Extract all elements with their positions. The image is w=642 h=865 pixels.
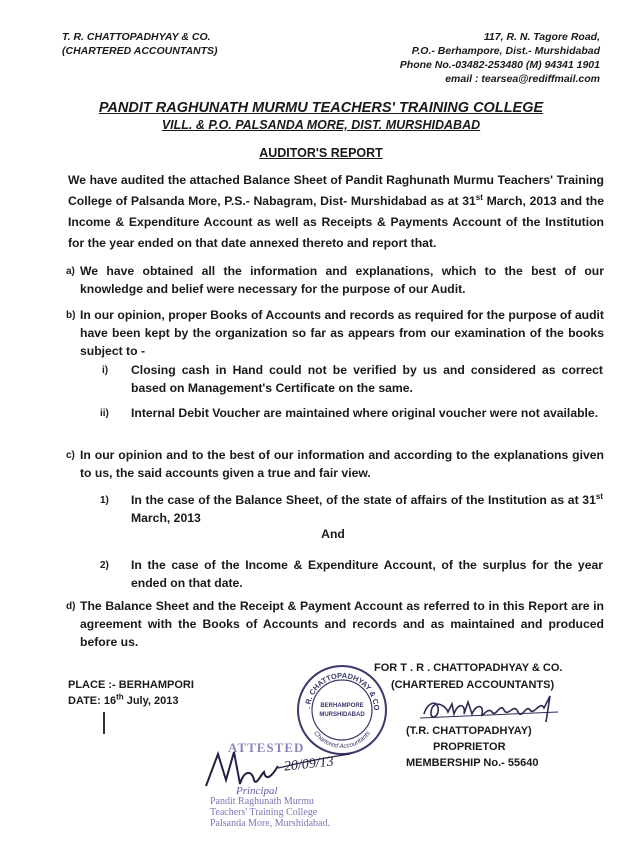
attested-role: Principal	[236, 785, 278, 797]
attested-line-1: Pandit Raghunath Murmu	[210, 796, 314, 807]
intro-sup: st	[475, 192, 483, 202]
firm-header-right	[300, 30, 600, 86]
item-c-1-text-b: March, 2013	[131, 511, 201, 525]
item-c-1-label: 1)	[100, 495, 109, 506]
attested-line-3: Palsanda More, Murshidabad.	[210, 818, 330, 829]
intro-text-2: as at 31	[426, 194, 476, 208]
college-name: PANDIT RAGHUNATH MURMU TEACHERS' TRAINING COLLEGE	[98, 100, 544, 116]
attested-block	[210, 796, 330, 829]
stamp-center-2: MURSHIDABAD	[319, 712, 365, 718]
item-c-text: In our opinion and to the best of our information and according to the explanations given to us, the said accounts given a true and fair view.	[80, 448, 604, 480]
intro-college: Pandit Raghunath Murmu Teachers' Training College of Palsanda More, P.S.- Nabagram, Dist- Murshidabad	[68, 173, 604, 208]
intro-text-3: March, 2013 and the Income & Expenditure Account as well as Receipts & Payments Account of the Institution for the year ended on that date annexed thereto and report that.	[68, 194, 605, 250]
item-b-text: In our opinion, proper Books of Accounts and records as required for the purpose of audit have been kept by the organization so far as appears from our examination of the books subject to -	[80, 308, 604, 358]
intro-paragraph	[68, 170, 604, 254]
item-b-ii-text: Internal Debit Voucher are maintained where original voucher were not available.	[131, 406, 599, 420]
item-b-ii-label: ii)	[100, 408, 109, 419]
firm-phone: Phone No.-03482-253480 (M) 94341 1901	[399, 59, 600, 71]
item-a-label: a)	[66, 266, 75, 277]
firm-address-2: P.O.- Berhampore, Dist.- Murshidabad	[411, 45, 600, 57]
item-b-i-label: i)	[102, 365, 109, 376]
for-firm: FOR T . R . CHATTOPADHYAY & CO.	[374, 662, 563, 674]
margin-mark	[103, 712, 105, 734]
firm-address-1: 117, R. N. Tagore Road,	[483, 31, 600, 43]
membership-number: MEMBERSHIP No.- 55640	[406, 757, 539, 769]
attested-date: 20/09/13	[283, 754, 335, 775]
firm-name: T. R. CHATTOPADHYAY & CO.	[62, 31, 211, 43]
date-sup: th	[116, 692, 124, 702]
item-d-label: d)	[66, 601, 76, 612]
item-c-2-label: 2)	[100, 560, 109, 571]
firm-email: email : tearsea@rediffmail.com	[445, 73, 600, 85]
item-c-1-text	[131, 491, 603, 527]
date-line	[68, 693, 179, 709]
report-title: AUDITOR'S REPORT	[259, 146, 383, 160]
proprietor-signature	[418, 692, 568, 726]
attested-line-2: Teachers' Training College	[210, 807, 318, 818]
stamp-center-1: BERHAMPORE	[320, 703, 364, 709]
firm-stamp	[294, 662, 390, 758]
intro-text-1: We have audited the attached Balance Sheet of	[68, 173, 346, 187]
place-line: PLACE :- BERHAMPORI	[68, 679, 194, 691]
college-address: VILL. & P.O. PALSANDA MORE, DIST. MURSHIDABAD	[161, 118, 481, 132]
stamp-arc-top: . R. CHATTOPADHYAY & CO	[303, 670, 382, 711]
item-c-2-text: In the case of the Income & Expenditure Account, of the surplus for the year ended on that date.	[131, 558, 603, 590]
item-a-text: We have obtained all the information and explanations, which to the best of our knowledge and belief were necessary for the purpose of our Audit.	[80, 264, 604, 296]
signatory-designation: PROPRIETOR	[433, 741, 506, 753]
item-c-1-text-a: In the case of the Balance Sheet, of the state of affairs of the Institution as at 31	[131, 493, 596, 507]
item-b-label: b)	[66, 310, 76, 321]
firm-header-left	[62, 30, 218, 58]
stamp-arc-bottom: Chartered Accountants	[312, 729, 372, 751]
item-c-label: c)	[66, 450, 75, 461]
date-text-a: DATE: 16	[68, 695, 117, 707]
date-text-b: July, 2013	[123, 695, 179, 707]
item-b-i-text: Closing cash in Hand could not be verified by us and considered as correct based on Management's Certificate on the same.	[131, 363, 603, 395]
principal-signature	[200, 746, 360, 794]
firm-type: (CHARTERED ACCOUNTANTS)	[62, 45, 218, 57]
and-separator: And	[321, 527, 345, 541]
for-firm-type: (CHARTERED ACCOUNTANTS)	[391, 679, 555, 691]
item-d-text: The Balance Sheet and the Receipt & Payment Account as referred to in this Report are in agreement with the Books of Accounts and records and as maintained and produced before us.	[80, 599, 604, 649]
item-c-1-sup: st	[595, 491, 603, 501]
signatory-name: (T.R. CHATTOPADHYAY)	[406, 725, 532, 737]
attested-word: ATTESTED	[228, 740, 305, 755]
